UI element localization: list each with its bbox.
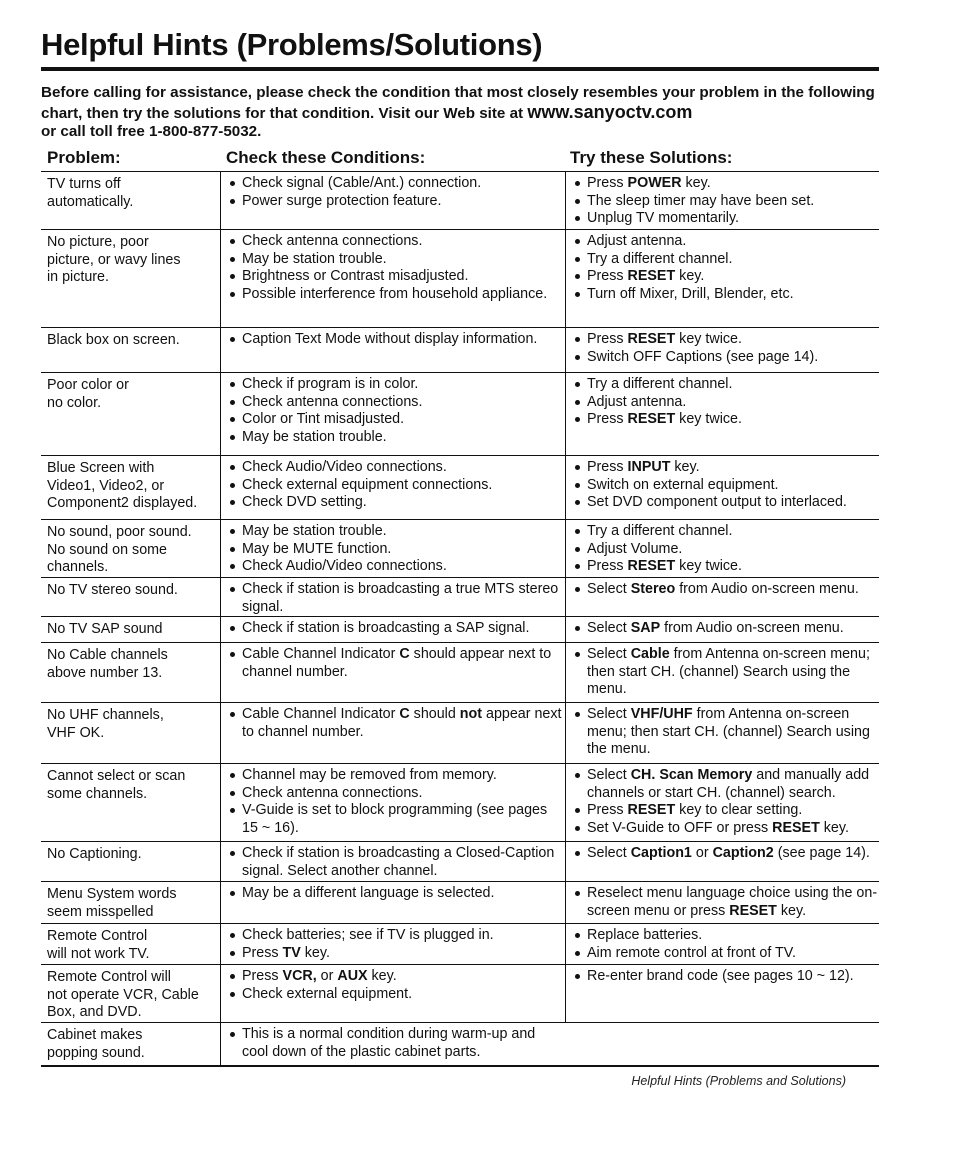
- solutions-cell: [565, 230, 879, 327]
- list-item: Replace batteries.: [572, 927, 879, 945]
- solutions-cell: [565, 764, 879, 841]
- conditions-list: [227, 968, 565, 1003]
- list-item: The sleep timer may have been set.: [572, 193, 879, 211]
- table-row: [41, 578, 879, 617]
- table-row: [41, 456, 879, 520]
- list-item: Try a different channel.: [572, 523, 879, 541]
- list-item: Switch on external equipment.: [572, 477, 879, 495]
- solutions-cell: [565, 328, 879, 372]
- problem-cell: Cannot select or scan some channels.: [47, 768, 186, 802]
- list-item: Check batteries; see if TV is plugged in.: [227, 927, 565, 945]
- list-item: This is a normal condition during warm-up and cool down of the plastic cabinet parts.: [227, 1026, 565, 1061]
- list-item: Press RESET key to clear setting.: [572, 802, 879, 820]
- table-row: [41, 924, 879, 965]
- conditions-cell: [220, 617, 565, 642]
- list-item: Select Stereo from Audio on-screen menu.: [572, 581, 879, 599]
- conditions-cell: [220, 764, 565, 841]
- list-item: Check antenna connections.: [227, 394, 565, 412]
- list-item: Check antenna connections.: [227, 785, 565, 803]
- solutions-list: [572, 523, 879, 576]
- conditions-list: [227, 885, 565, 903]
- list-item: Select CH. Scan Memory and manually add channels or start CH. (channel) search.: [572, 767, 879, 802]
- solutions-list: [572, 331, 879, 366]
- list-item: Press INPUT key.: [572, 459, 879, 477]
- table-row: [41, 703, 879, 764]
- list-item: Possible interference from household appliance.: [227, 286, 565, 304]
- conditions-cell: [220, 373, 565, 455]
- list-item: Press POWER key.: [572, 175, 879, 193]
- table-row: [41, 764, 879, 842]
- problem-cell: TV turns off automatically.: [47, 176, 134, 210]
- solutions-list: [572, 845, 879, 863]
- list-item: Set DVD component output to interlaced.: [572, 494, 879, 512]
- problem-cell: No UHF channels, VHF OK.: [47, 707, 164, 741]
- list-item: Check external equipment.: [227, 986, 565, 1004]
- conditions-cell: [220, 703, 565, 763]
- solutions-cell: [565, 842, 879, 881]
- conditions-list: [227, 331, 565, 349]
- problem-cell: No TV SAP sound: [47, 621, 163, 637]
- list-item: Select Caption1 or Caption2 (see page 14).: [572, 845, 879, 863]
- website-link[interactable]: www.sanyoctv.com: [527, 101, 693, 122]
- conditions-list: [227, 646, 565, 681]
- conditions-cell: [220, 520, 565, 577]
- list-item: Adjust antenna.: [572, 394, 879, 412]
- solutions-list: [572, 620, 879, 638]
- list-item: Press TV key.: [227, 945, 565, 963]
- problem-cell: No Captioning.: [47, 846, 142, 862]
- table-body: [41, 172, 879, 1067]
- solutions-cell: [565, 965, 879, 1022]
- list-item: May be station trouble.: [227, 523, 565, 541]
- conditions-cell: [220, 842, 565, 881]
- list-item: Check if program is in color.: [227, 376, 565, 394]
- conditions-cell: [220, 456, 565, 519]
- list-item: Select VHF/UHF from Antenna on-screen menu; then start CH. (channel) Search using the menu.: [572, 706, 879, 759]
- list-item: Aim remote control at front of TV.: [572, 945, 879, 963]
- solutions-list: [572, 885, 879, 920]
- list-item: Check Audio/Video connections.: [227, 459, 565, 477]
- header-solutions: Try these Solutions:: [570, 148, 733, 167]
- title-rule: [41, 67, 879, 71]
- table-row: [41, 643, 879, 703]
- list-item: Check DVD setting.: [227, 494, 565, 512]
- solutions-cell: [565, 373, 879, 455]
- solutions-list: [572, 927, 879, 962]
- list-item: Re-enter brand code (see pages 10 ~ 12).: [572, 968, 879, 986]
- conditions-list: [227, 459, 565, 512]
- conditions-list: [227, 767, 565, 837]
- list-item: Channel may be removed from memory.: [227, 767, 565, 785]
- problem-cell: Cabinet makes popping sound.: [47, 1027, 145, 1061]
- list-item: Press RESET key.: [572, 268, 879, 286]
- conditions-cell: [220, 328, 565, 372]
- list-item: Check if station is broadcasting a SAP signal.: [227, 620, 565, 638]
- conditions-cell: [220, 578, 565, 616]
- conditions-list: [227, 376, 565, 446]
- conditions-list: [227, 620, 565, 638]
- conditions-cell: [220, 924, 565, 964]
- list-item: Adjust antenna.: [572, 233, 879, 251]
- table-row: [41, 328, 879, 373]
- bottom-rule: [41, 1065, 879, 1067]
- header-conditions: Check these Conditions:: [226, 148, 426, 167]
- solutions-cell: [565, 578, 879, 616]
- conditions-cell: [220, 965, 565, 1022]
- list-item: Try a different channel.: [572, 251, 879, 269]
- table-row: [41, 230, 879, 328]
- solutions-cell: [565, 643, 879, 702]
- conditions-list: [227, 233, 565, 303]
- list-item: Turn off Mixer, Drill, Blender, etc.: [572, 286, 879, 304]
- conditions-list: [227, 175, 565, 210]
- conditions-list: [227, 927, 565, 962]
- list-item: V-Guide is set to block programming (see pages 15 ~ 16).: [227, 802, 565, 837]
- problem-cell: Remote Control will not operate VCR, Cable Box, and DVD.: [47, 969, 199, 1020]
- list-item: Press RESET key twice.: [572, 558, 879, 576]
- problem-cell: Remote Control will not work TV.: [47, 928, 150, 962]
- list-item: Brightness or Contrast misadjusted.: [227, 268, 565, 286]
- conditions-cell: [220, 643, 565, 702]
- list-item: Press RESET key twice.: [572, 331, 879, 349]
- solutions-cell: [565, 456, 879, 519]
- list-item: May be station trouble.: [227, 429, 565, 447]
- solutions-list: [572, 175, 879, 228]
- conditions-cell: [220, 1023, 565, 1067]
- intro-text-phone: or call toll free 1-800-877-5032.: [41, 123, 262, 140]
- table-row: [41, 617, 879, 643]
- list-item: Select SAP from Audio on-screen menu.: [572, 620, 879, 638]
- conditions-list: [227, 1026, 565, 1061]
- list-item: Set V-Guide to OFF or press RESET key.: [572, 820, 879, 838]
- intro-text: Before calling for assistance, please check the condition that most closely resembles your problem in the following chart, then try the solutions for that condition. Visit our Web site at: [41, 84, 875, 122]
- solutions-cell: [565, 703, 879, 763]
- list-item: Cable Channel Indicator C should not appear next to channel number.: [227, 706, 565, 741]
- list-item: Select Cable from Antenna on-screen menu; then start CH. (channel) Search using the menu.: [572, 646, 879, 699]
- conditions-cell: [220, 172, 565, 229]
- table-row: [41, 520, 879, 578]
- conditions-list: [227, 706, 565, 741]
- page-footer: Helpful Hints (Problems and Solutions): [631, 1074, 846, 1088]
- list-item: May be a different language is selected.: [227, 885, 565, 903]
- table-row: [41, 373, 879, 456]
- list-item: Check if station is broadcasting a true MTS stereo signal.: [227, 581, 565, 616]
- solutions-list: [572, 646, 879, 699]
- list-item: May be MUTE function.: [227, 541, 565, 559]
- solutions-list: [572, 581, 879, 599]
- list-item: Reselect menu language choice using the on-screen menu or press RESET key.: [572, 885, 879, 920]
- intro-paragraph: [41, 84, 891, 142]
- list-item: Press RESET key twice.: [572, 411, 879, 429]
- solutions-cell: [565, 924, 879, 964]
- problem-cell: No picture, poor picture, or wavy lines in picture.: [47, 234, 181, 285]
- list-item: Cable Channel Indicator C should appear next to channel number.: [227, 646, 565, 681]
- table-header: [41, 146, 879, 172]
- problem-cell: No Cable channels above number 13.: [47, 647, 168, 681]
- conditions-cell: [220, 230, 565, 327]
- solutions-cell: [565, 617, 879, 642]
- hints-table: [41, 146, 879, 1067]
- list-item: Check external equipment connections.: [227, 477, 565, 495]
- list-item: Check if station is broadcasting a Closed-Caption signal. Select another channel.: [227, 845, 565, 880]
- solutions-list: [572, 968, 879, 986]
- table-row: [41, 965, 879, 1023]
- list-item: Check Audio/Video connections.: [227, 558, 565, 576]
- solutions-list: [572, 706, 879, 759]
- problem-cell: Poor color or no color.: [47, 377, 129, 411]
- list-item: Caption Text Mode without display information.: [227, 331, 565, 349]
- solutions-list: [572, 459, 879, 512]
- page-title: Helpful Hints (Problems/Solutions): [41, 27, 543, 62]
- list-item: Try a different channel.: [572, 376, 879, 394]
- header-problem: Problem:: [47, 148, 121, 167]
- solutions-cell: [565, 520, 879, 577]
- problem-cell: No TV stereo sound.: [47, 582, 178, 598]
- table-row: [41, 842, 879, 882]
- table-row: [41, 1023, 879, 1067]
- list-item: Check antenna connections.: [227, 233, 565, 251]
- solutions-cell: [565, 1023, 879, 1067]
- list-item: Power surge protection feature.: [227, 193, 565, 211]
- conditions-list: [227, 581, 565, 616]
- conditions-cell: [220, 882, 565, 923]
- table-row: [41, 882, 879, 924]
- solutions-cell: [565, 882, 879, 923]
- solutions-list: [572, 233, 879, 303]
- conditions-list: [227, 523, 565, 576]
- list-item: May be station trouble.: [227, 251, 565, 269]
- solutions-list: [572, 376, 879, 429]
- conditions-list: [227, 845, 565, 880]
- list-item: Press VCR, or AUX key.: [227, 968, 565, 986]
- solutions-list: [572, 767, 879, 837]
- table-row: [41, 172, 879, 230]
- problem-cell: Menu System words seem misspelled: [47, 886, 177, 920]
- problem-cell: Black box on screen.: [47, 332, 180, 348]
- problem-cell: No sound, poor sound. No sound on some channels.: [47, 524, 192, 575]
- problem-cell: Blue Screen with Video1, Video2, or Component2 displayed.: [47, 460, 198, 511]
- list-item: Unplug TV momentarily.: [572, 210, 879, 228]
- list-item: Adjust Volume.: [572, 541, 879, 559]
- list-item: Check signal (Cable/Ant.) connection.: [227, 175, 565, 193]
- solutions-cell: [565, 172, 879, 229]
- list-item: Color or Tint misadjusted.: [227, 411, 565, 429]
- list-item: Switch OFF Captions (see page 14).: [572, 349, 879, 367]
